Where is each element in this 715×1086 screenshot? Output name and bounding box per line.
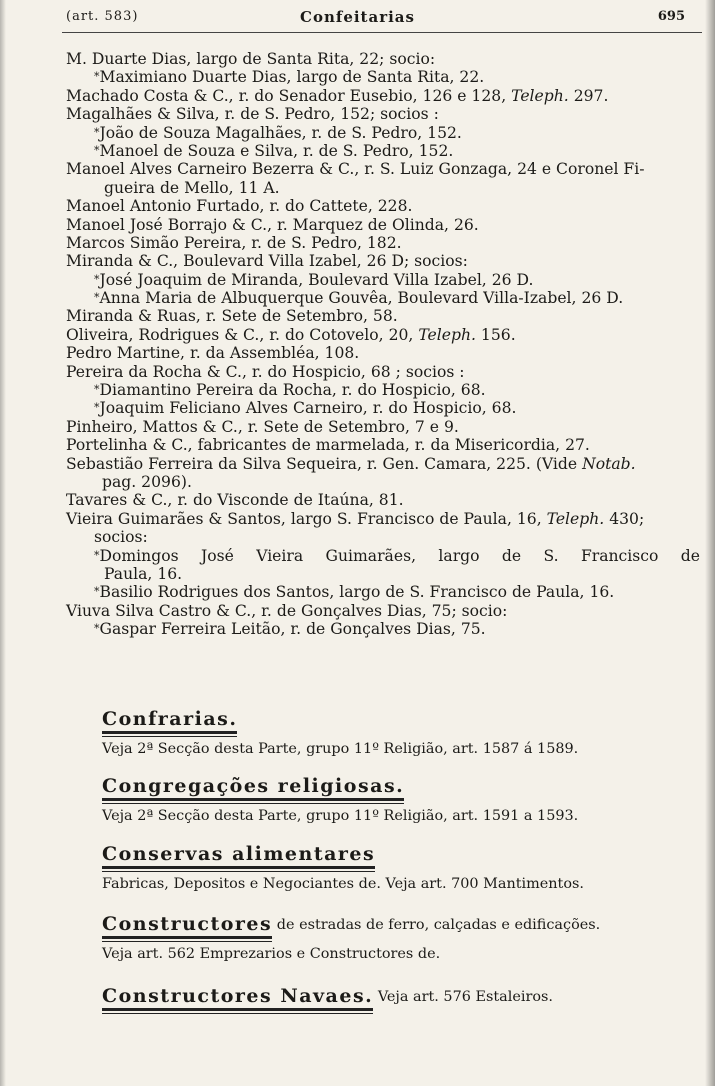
- directory-entry: [66, 216, 700, 234]
- entry-text: Pedro Martine, r. da Assembléa, 108.: [66, 344, 360, 363]
- entry-text: Machado Costa & C., r. do Senador Eusebio, 126 e 128,: [66, 86, 512, 105]
- partner-asterisk: *: [94, 585, 100, 599]
- section-underline: [102, 731, 237, 734]
- directory-entry: [66, 583, 700, 601]
- section-title: Constructores Navaes.: [102, 985, 374, 1007]
- entry-italic: Teleph.: [546, 509, 605, 528]
- directory-entry: [66, 234, 700, 252]
- entry-text: Sebastião Ferreira da Silva Sequeira, r. Gen. Camara, 225. (Vide: [66, 454, 583, 473]
- section-underline: [102, 936, 272, 939]
- section-underline-thin: [102, 941, 272, 942]
- entry-text: Domingos José Vieira Guimarães, largo de S. Francisco de: [99, 546, 700, 565]
- entry-text: José Joaquim de Miranda, Boulevard Villa Izabel, 26 D.: [99, 270, 534, 289]
- directory-entry: [66, 124, 700, 142]
- directory-entry: [66, 307, 700, 325]
- directory-entry: [66, 455, 700, 473]
- section-inline-text: Veja art. 576 Estaleiros.: [373, 989, 553, 1005]
- section-underline: [102, 798, 404, 801]
- entry-text: Anna Maria de Albuquerque Gouvêa, Boulevard Villa-Izabel, 26 D.: [99, 289, 624, 308]
- directory-entry: [66, 50, 700, 68]
- section-heading-block: [102, 913, 662, 962]
- entry-text: Tavares & C., r. do Visconde de Itaúna, 81.: [66, 491, 404, 510]
- partner-asterisk: *: [94, 143, 100, 157]
- entry-text: Gaspar Ferreira Leitão, r. de Gonçalves Dias, 75.: [99, 620, 486, 639]
- page-right-shadow: [705, 0, 715, 1086]
- section-inline-text: de estradas de ferro, calçadas e edificações.: [272, 917, 601, 933]
- section-reference: Fabricas, Depositos e Negociantes de. Veja art. 700 Mantimentos.: [102, 876, 584, 892]
- directory-entry: [66, 344, 700, 362]
- entry-italic: Teleph.: [511, 86, 569, 105]
- entry-text: Miranda & Ruas, r. Sete de Setembro, 58.: [66, 307, 398, 326]
- section-heading-block: [102, 985, 662, 1014]
- directory-entry: [66, 197, 700, 215]
- entry-text: socios:: [94, 528, 148, 547]
- section-heading-block: [102, 708, 662, 757]
- entry-text: Miranda & C., Boulevard Villa Izabel, 26 D; socios:: [66, 252, 468, 271]
- entry-text: Pinheiro, Mattos & C., r. Sete de Setembro, 7 e 9.: [66, 417, 459, 436]
- directory-entry: [66, 68, 700, 86]
- directory-entry: [66, 87, 700, 105]
- entry-text: Manoel José Borrajo & C., r. Marquez de Olinda, 26.: [66, 215, 479, 234]
- entry-text: Manoel Antonio Furtado, r. do Cattete, 228.: [66, 197, 413, 216]
- directory-entry: [66, 565, 700, 583]
- section-title: Constructores: [102, 913, 273, 935]
- header-title: Confeitarias: [300, 8, 415, 26]
- entry-text-after: 297.: [568, 86, 609, 105]
- section-reference: Veja 2ª Secção desta Parte, grupo 11º Religião, art. 1591 a 1593.: [102, 808, 579, 824]
- section-heading-block: [102, 775, 662, 824]
- entry-italic: Notab.: [582, 454, 636, 473]
- partner-asterisk: *: [94, 401, 100, 415]
- section-underline-thin: [102, 736, 237, 737]
- entry-text: Basilio Rodrigues dos Santos, largo de S. Francisco de Paula, 16.: [99, 583, 615, 602]
- entry-text: Diamantino Pereira da Rocha, r. do Hospicio, 68.: [99, 381, 486, 400]
- directory-entry: [66, 491, 700, 509]
- section-title: Conservas alimentares: [102, 843, 376, 865]
- entry-italic: Teleph.: [418, 325, 476, 344]
- entry-text: Pereira da Rocha & C., r. do Hospicio, 68 ; socios :: [66, 362, 465, 381]
- directory-entry: [66, 528, 700, 546]
- directory-entry: [66, 142, 700, 160]
- entry-text: Marcos Simão Pereira, r. de S. Pedro, 182.: [66, 233, 402, 252]
- entry-text: Manoel de Souza e Silva, r. de S. Pedro, 152.: [99, 141, 454, 160]
- entry-text: João de Souza Magalhães, r. de S. Pedro, 152.: [99, 123, 462, 142]
- directory-entry: [66, 179, 700, 197]
- directory-entry: [66, 160, 700, 178]
- directory-entry: [66, 473, 700, 491]
- header-article-range: (art. 583): [66, 9, 139, 24]
- section-underline: [102, 866, 375, 869]
- entry-text: Joaquim Feliciano Alves Carneiro, r. do Hospicio, 68.: [99, 399, 517, 418]
- directory-entry: [66, 602, 700, 620]
- entry-text: Viuva Silva Castro & C., r. de Gonçalves Dias, 75; socio:: [66, 601, 508, 620]
- directory-entry: [66, 289, 700, 307]
- section-heading-block: [102, 843, 662, 892]
- directory-entry: [66, 326, 700, 344]
- partner-asterisk: *: [94, 272, 100, 286]
- section-underline-thin: [102, 1013, 373, 1014]
- entry-text: Oliveira, Rodrigues & C., r. do Cotovelo, 20,: [66, 325, 419, 344]
- section-underline: [102, 1008, 373, 1011]
- directory-entry: [66, 105, 700, 123]
- page-left-shadow: [0, 0, 6, 1086]
- entry-text: Maximiano Duarte Dias, largo de Santa Rita, 22.: [99, 68, 485, 87]
- section-title: Congregações religiosas.: [102, 775, 405, 797]
- partner-asterisk: *: [94, 548, 100, 562]
- entry-text: pag. 2096).: [102, 472, 192, 491]
- directory-entry: [66, 381, 700, 399]
- section-reference: Veja 2ª Secção desta Parte, grupo 11º Religião, art. 1587 á 1589.: [102, 741, 579, 757]
- entry-text: M. Duarte Dias, largo de Santa Rita, 22; socio:: [66, 50, 436, 68]
- entry-text-after: 430;: [604, 509, 645, 528]
- directory-entry: [66, 547, 700, 565]
- directory-entry: [66, 399, 700, 417]
- directory-entry: [66, 436, 700, 454]
- header-rule: [62, 32, 702, 33]
- directory-entry: [66, 271, 700, 289]
- partner-asterisk: *: [94, 383, 100, 397]
- partner-asterisk: *: [94, 125, 100, 139]
- partner-asterisk: *: [94, 70, 100, 84]
- directory-entries: [66, 50, 700, 639]
- partner-asterisk: *: [94, 622, 100, 636]
- section-reference: Veja art. 562 Emprezarios e Constructores de.: [102, 946, 441, 962]
- section-underline-thin: [102, 803, 404, 804]
- partner-asterisk: *: [94, 291, 100, 305]
- entry-text: Vieira Guimarães & Santos, largo S. Francisco de Paula, 16,: [66, 509, 547, 528]
- directory-entry: [66, 418, 700, 436]
- directory-entry: [66, 510, 700, 528]
- entry-text: Paula, 16.: [104, 564, 183, 583]
- directory-entry: [66, 252, 700, 270]
- entry-text: Magalhães & Silva, r. de S. Pedro, 152; socios :: [66, 105, 439, 124]
- page-number: 695: [657, 9, 685, 24]
- section-title: Confrarias.: [102, 708, 238, 730]
- entry-text: Portelinha & C., fabricantes de marmelada, r. da Misericordia, 27.: [66, 436, 590, 455]
- entry-text: Manoel Alves Carneiro Bezerra & C., r. S. Luiz Gonzaga, 24 e Coronel Fi-: [66, 160, 645, 179]
- directory-entry: [66, 620, 700, 638]
- section-underline-thin: [102, 871, 375, 872]
- entry-text-after: 156.: [475, 325, 516, 344]
- entry-text: gueira de Mello, 11 A.: [104, 178, 280, 197]
- running-header: [0, 0, 715, 34]
- directory-entry: [66, 363, 700, 381]
